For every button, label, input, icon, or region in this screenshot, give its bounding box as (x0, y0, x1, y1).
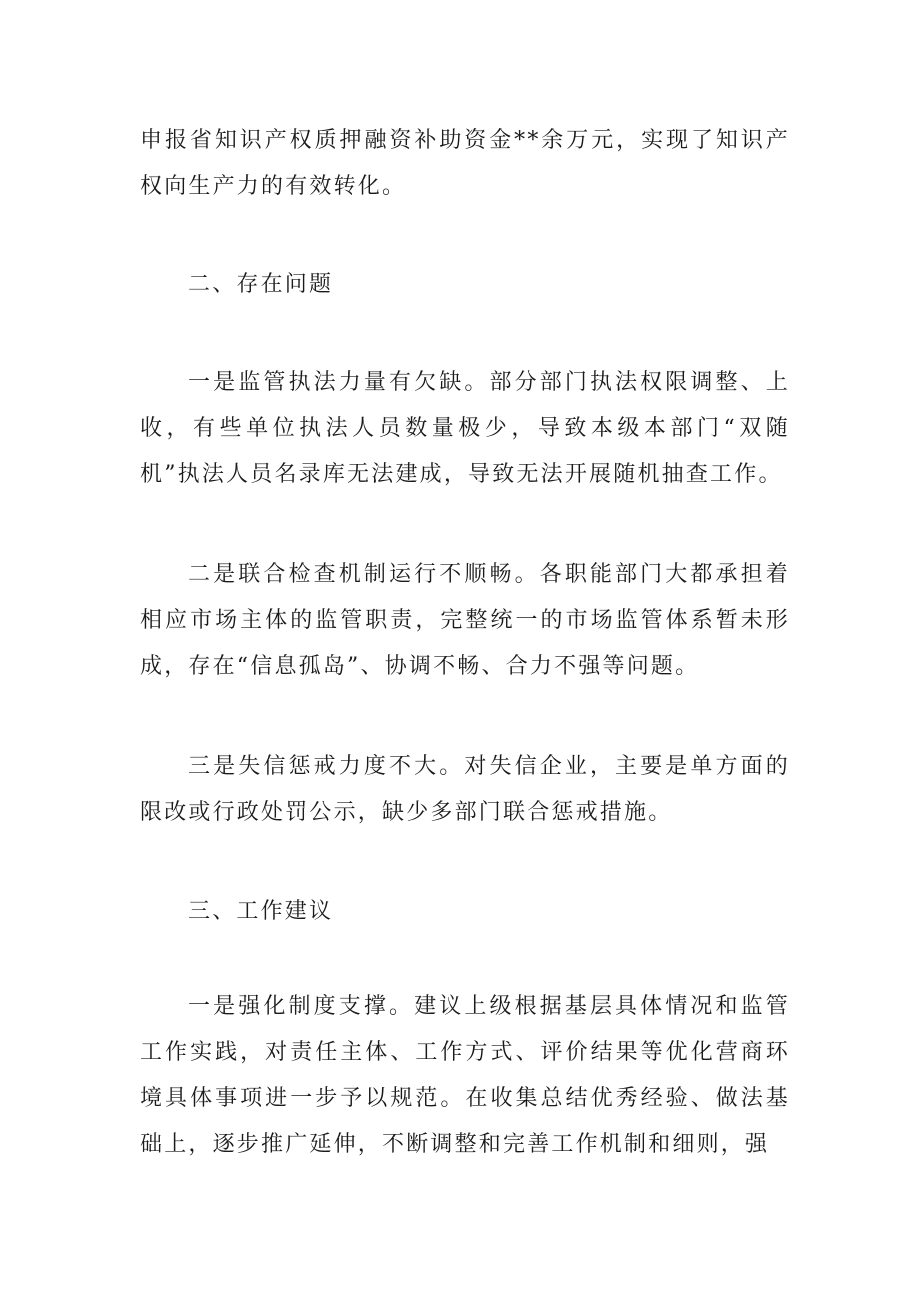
paragraph-problem-1: 一是监管执法力量有欠缺。部分部门执法权限调整、上收，有些单位执法人员数量极少，导致本级本部门“双随机”执法人员名录库无法建成，导致无法开展随机抽查工作。 (140, 370, 790, 487)
section-heading-problems: 二、存在问题 (188, 272, 334, 297)
paragraph-problem-3: 三是失信惩戒力度不大。对失信企业，主要是单方面的限改或行政处罚公示，缺少多部门联合惩戒措施。 (140, 754, 790, 825)
paragraph-problem-2: 二是联合检查机制运行不顺畅。各职能部门大都承担着相应市场主体的监管职责，完整统一的市场监管体系暂未形成，存在“信息孤岛”、协调不畅、合力不强等问题。 (140, 562, 790, 679)
section-heading-suggestions: 三、工作建议 (188, 899, 334, 924)
paragraph-suggestion-1: 一是强化制度支撑。建议上级根据基层具体情况和监管工作实践，对责任主体、工作方式、评价结果等优化营商环境具体事项进一步予以规范。在收集总结优秀经验、做法基础上，逐步推广延伸，不断调整和完善工作机制和细则，强 (140, 994, 790, 1157)
paragraph-ip-financing: 申报省知识产权质押融资补助资金**余万元，实现了知识产权向生产力的有效转化。 (140, 128, 790, 199)
